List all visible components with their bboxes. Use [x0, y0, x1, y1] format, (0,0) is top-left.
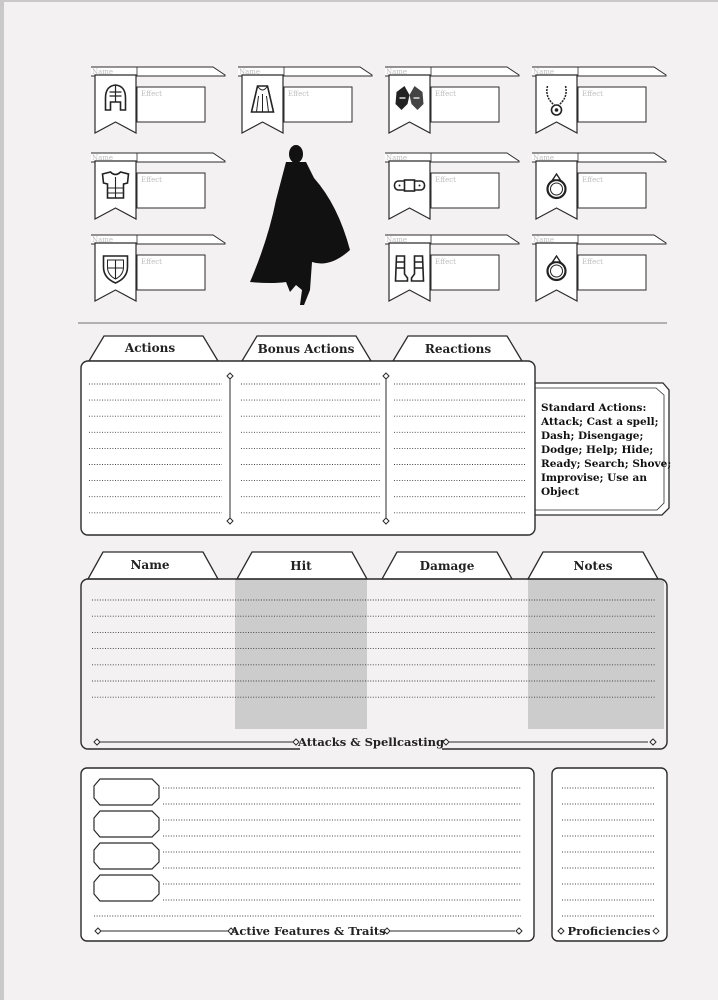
equipment-name-placeholder[interactable]: Name	[92, 236, 114, 244]
features-footer-label: Active Features & Traits	[230, 924, 386, 938]
belt-icon	[395, 180, 425, 191]
equipment-name-placeholder[interactable]: Name	[386, 154, 408, 162]
equipment-effect-placeholder[interactable]: Effect	[435, 176, 456, 184]
notes-column-label: Notes	[573, 559, 613, 573]
equipment-effect-placeholder[interactable]: Effect	[141, 90, 162, 98]
equipment-name-placeholder[interactable]: Name	[386, 68, 408, 76]
equipment-effect-placeholder[interactable]: Effect	[582, 90, 603, 98]
reactions-tab-label: Reactions	[424, 342, 492, 356]
equipment-name-placeholder[interactable]: Name	[92, 154, 114, 162]
equipment-effect-placeholder[interactable]: Effect	[582, 258, 603, 266]
equipment-effect-placeholder[interactable]: Effect	[582, 176, 603, 184]
proficiencies-box	[552, 768, 667, 941]
actions-tab-label: Actions	[124, 341, 176, 355]
equipment-name-placeholder[interactable]: Name	[92, 68, 114, 76]
proficiencies-panel	[552, 768, 667, 941]
hit-column-label: Hit	[290, 559, 312, 573]
equipment-effect-placeholder[interactable]: Effect	[435, 90, 456, 98]
equipment-name-placeholder[interactable]: Name	[533, 154, 555, 162]
features-panel	[81, 768, 534, 941]
equipment-name-placeholder[interactable]: Name	[386, 236, 408, 244]
damage-column-label: Damage	[419, 559, 475, 573]
equipment-name-placeholder[interactable]: Name	[239, 68, 261, 76]
standard-actions-text: Standard Actions: Attack; Cast a spell; Dash; Disengage; Dodge; Help; Hide; Ready; Search; Shove; Improvise; Use an Object	[541, 402, 672, 498]
equipment-name-placeholder[interactable]: Name	[533, 68, 555, 76]
equipment-effect-placeholder[interactable]: Effect	[288, 90, 309, 98]
name-column-label: Name	[130, 558, 170, 572]
equipment-effect-placeholder[interactable]: Effect	[141, 258, 162, 266]
proficiencies-footer-label: Proficiencies	[567, 924, 651, 938]
bonus-actions-tab-label: Bonus Actions	[257, 342, 355, 356]
equipment-effect-placeholder[interactable]: Effect	[141, 176, 162, 184]
equipment-effect-placeholder[interactable]: Effect	[435, 258, 456, 266]
equipment-name-placeholder[interactable]: Name	[533, 236, 555, 244]
attacks-footer-label: Attacks & Spellcasting	[297, 735, 445, 749]
